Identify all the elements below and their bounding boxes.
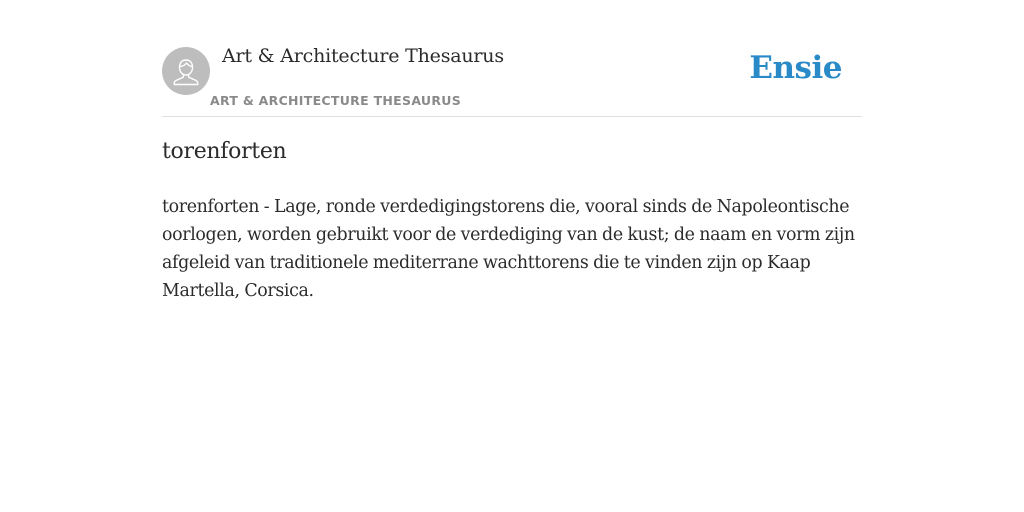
ensie-logo[interactable]: Ensie (749, 50, 842, 86)
source-avatar[interactable] (162, 47, 210, 95)
entry-definition: torenforten - Lage, ronde verdedigingstorens die, vooral sinds de Napoleontische oorlogen, worden gebruikt voor de verdediging van de kust; de naam en vorm zijn afgeleid van traditionele mediterrane wachttorens die te vinden zijn op Kaap Martella, Corsica. (162, 197, 855, 301)
user-silhouette-icon (162, 47, 210, 95)
source-title[interactable]: Art & Architecture Thesaurus (222, 45, 504, 67)
entry-header (162, 0, 862, 117)
entry-title: torenforten (162, 139, 287, 164)
page-container (162, 0, 862, 301)
source-subtitle: ART & ARCHITECTURE THESAURUS (210, 93, 462, 108)
